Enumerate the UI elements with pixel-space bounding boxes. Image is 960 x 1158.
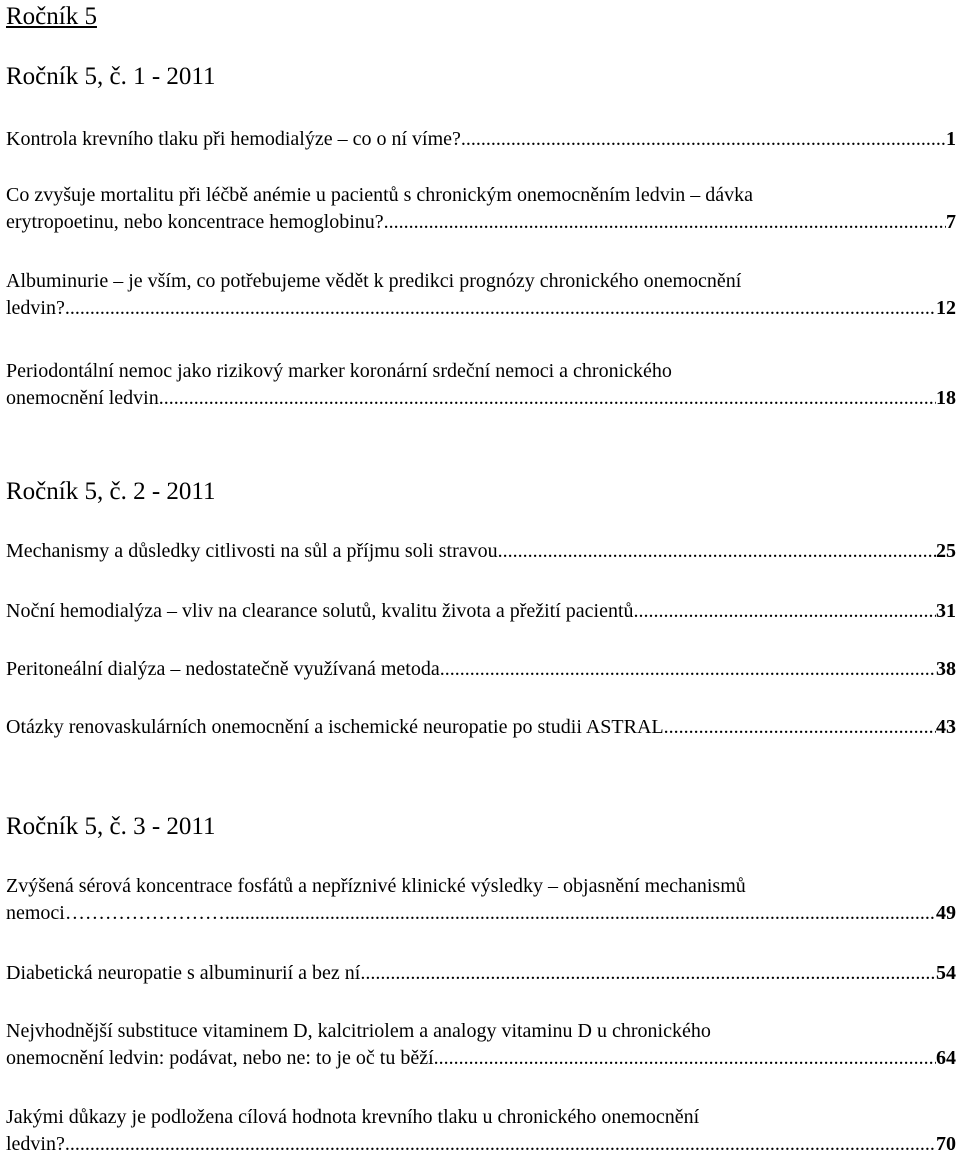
toc-page-number: 38 bbox=[936, 658, 956, 680]
dot-leader bbox=[360, 960, 936, 987]
toc-entry-title-line1: Jakými důkazy je podložena cílová hodnota krevního tlaku u chronického onemocnění bbox=[6, 1106, 700, 1128]
toc-entry[interactable] bbox=[6, 656, 956, 683]
toc-entry-title-line2: onemocnění ledvin: podávat, nebo ne: to je oč tu běží bbox=[6, 1047, 434, 1069]
toc-entry-title-line2: ledvin? bbox=[6, 1133, 65, 1155]
issue-heading: Ročník 5, č. 2 - 2011 bbox=[6, 478, 216, 505]
toc-entry[interactable] bbox=[6, 598, 956, 625]
toc-entry-title-line2: nemoci…………………….... bbox=[6, 902, 245, 924]
toc-entry[interactable] bbox=[6, 538, 956, 565]
toc-entry[interactable] bbox=[6, 358, 956, 412]
toc-entry-line bbox=[6, 295, 956, 322]
dot-leader bbox=[664, 714, 936, 741]
toc-page-number: 12 bbox=[936, 297, 956, 319]
toc-page-number: 18 bbox=[936, 387, 956, 409]
toc-page-number: 7 bbox=[946, 211, 956, 233]
toc-entry-title: Diabetická neuropatie s albuminurií a bez ní bbox=[6, 962, 361, 984]
toc-entry-title: Mechanismy a důsledky citlivosti na sůl a příjmu soli stravou bbox=[6, 540, 498, 562]
toc-entry[interactable] bbox=[6, 182, 956, 236]
toc-entry[interactable] bbox=[6, 1018, 956, 1072]
toc-entry-title-line1: Periodontální nemoc jako rizikový marker koronární srdeční nemoci a chronického bbox=[6, 360, 672, 382]
toc-entry-title-line2: ledvin? bbox=[6, 297, 65, 319]
toc-entry-title: Otázky renovaskulárních onemocnění a ischemické neuropatie po studii ASTRAL bbox=[6, 716, 664, 738]
toc-entry[interactable] bbox=[6, 714, 956, 741]
dot-leader bbox=[434, 1045, 936, 1072]
toc-entry-title-line1: Zvýšená sérová koncentrace fosfátů a nepříznivé klinické výsledky – objasnění mechanismů bbox=[6, 875, 746, 897]
issue-heading: Ročník 5, č. 3 - 2011 bbox=[6, 813, 216, 840]
toc-entry-line bbox=[6, 714, 956, 741]
toc-entry-line bbox=[6, 126, 956, 153]
toc-page-number: 25 bbox=[936, 540, 956, 562]
dot-leader bbox=[65, 295, 936, 322]
toc-page-number: 64 bbox=[936, 1047, 956, 1069]
dot-leader bbox=[384, 209, 946, 236]
toc-page-number: 49 bbox=[936, 902, 956, 924]
dot-leader bbox=[634, 598, 936, 625]
toc-entry-title-line2: onemocnění ledvin bbox=[6, 387, 159, 409]
toc-page-number: 43 bbox=[936, 716, 956, 738]
toc-entry-line bbox=[6, 598, 956, 625]
toc-entry-line bbox=[6, 385, 956, 412]
toc-entry-title-line1: Co zvyšuje mortalitu při léčbě anémie u pacientů s chronickým onemocněním ledvin – dávka bbox=[6, 184, 754, 206]
toc-entry-line bbox=[6, 538, 956, 565]
issue-heading: Ročník 5, č. 1 - 2011 bbox=[6, 63, 216, 90]
dot-leader bbox=[245, 900, 936, 927]
toc-entry-title-line1: Nejvhodnější substituce vitaminem D, kalcitriolem a analogy vitaminu D u chronického bbox=[6, 1020, 711, 1042]
toc-entry-title: Peritoneální dialýza – nedostatečně využívaná metoda bbox=[6, 658, 440, 680]
toc-entry-title: Kontrola krevního tlaku při hemodialýze – co o ní víme? bbox=[6, 128, 461, 150]
dot-leader bbox=[498, 538, 936, 565]
dot-leader bbox=[65, 1131, 936, 1158]
toc-page-number: 31 bbox=[936, 600, 956, 622]
toc-entry[interactable] bbox=[6, 873, 956, 927]
toc-entry-title: Noční hemodialýza – vliv na clearance solutů, kvalitu života a přežití pacientů bbox=[6, 600, 634, 622]
document-title[interactable]: Ročník 5 bbox=[6, 3, 97, 30]
toc-page-number: 70 bbox=[936, 1133, 956, 1155]
toc-entry-line bbox=[6, 209, 956, 236]
toc-entry[interactable] bbox=[6, 268, 956, 322]
toc-entry-title-line2: erytropoetinu, nebo koncentrace hemoglobinu? bbox=[6, 211, 384, 233]
toc-entry-title-line1: Albuminurie – je vším, co potřebujeme vědět k predikci prognózy chronického onemocnění bbox=[6, 270, 742, 292]
toc-entry-line bbox=[6, 656, 956, 683]
toc-entry[interactable] bbox=[6, 1104, 956, 1158]
toc-page-number: 1 bbox=[946, 128, 956, 150]
toc-entry[interactable] bbox=[6, 960, 956, 987]
toc-entry-line bbox=[6, 1045, 956, 1072]
toc-entry-line bbox=[6, 900, 956, 927]
toc-entry-line bbox=[6, 1131, 956, 1158]
dot-leader bbox=[159, 385, 936, 412]
dot-leader bbox=[461, 126, 946, 153]
toc-entry-line bbox=[6, 960, 956, 987]
toc-page-number: 54 bbox=[936, 962, 956, 984]
dot-leader bbox=[440, 656, 936, 683]
toc-entry[interactable] bbox=[6, 126, 956, 153]
